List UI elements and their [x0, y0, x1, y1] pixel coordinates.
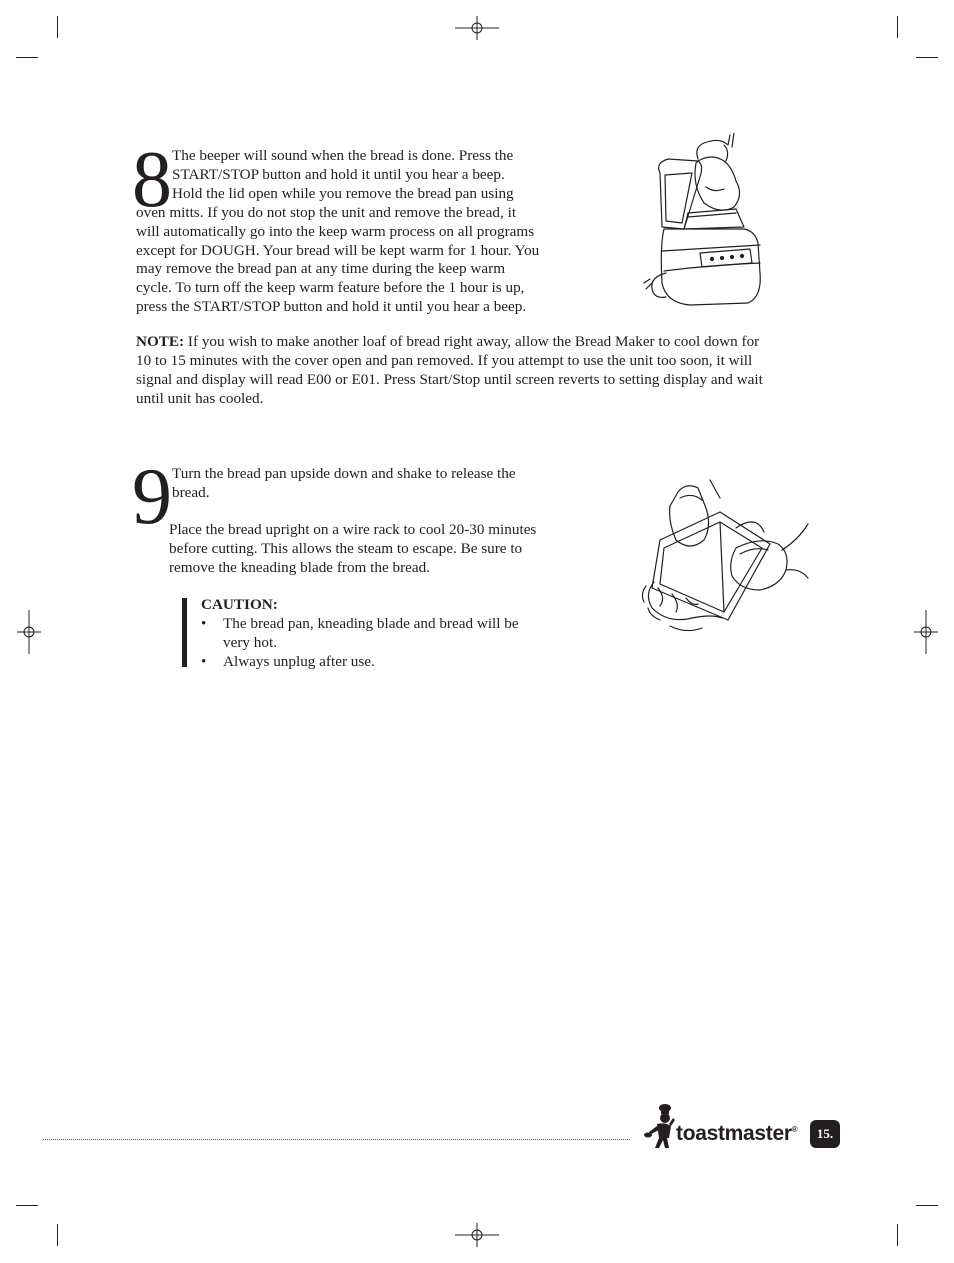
step9-line: Place the bread upright on a wire rack to cool 20-30 minutes [169, 521, 537, 538]
page-number-badge: 15. [810, 1120, 840, 1148]
caution-item [201, 615, 601, 653]
registration-mark-top [455, 16, 499, 40]
caution-item-text: Always unplug after use. [223, 652, 375, 670]
caution-item-line: The bread pan, kneading blade and bread will be [223, 614, 519, 632]
step8-line: The beeper will sound when the bread is done. Press the [172, 147, 514, 164]
caution-item [201, 653, 601, 672]
registration-mark-left [17, 610, 41, 654]
step8-line: will automatically go into the keep warm process on all programs [136, 222, 535, 240]
footer-rule [43, 1139, 630, 1140]
crop-mark [916, 1205, 938, 1206]
step8-line: Hold the lid open while you remove the bread pan using [172, 184, 514, 202]
step8-line: may remove the bread pan at any time during the keep warm [136, 260, 506, 278]
crop-mark [897, 16, 898, 38]
brand-name: toastmaster [676, 1122, 792, 1145]
step8-line: except for DOUGH. Your bread will be kept warm for 1 hour. You [136, 241, 540, 259]
step9-line: remove the kneading blade from the bread. [169, 558, 431, 576]
step8-text [136, 147, 606, 317]
crop-mark [916, 57, 938, 58]
registered-mark: ® [791, 1125, 798, 1134]
inverted-pan-illustration [640, 478, 810, 640]
step9-line: before cutting. This allows the steam to escape. Be sure to [169, 539, 523, 557]
step9-paragraph-2 [169, 521, 599, 578]
note-line: signal and display will read E00 or E01. Press Start/Stop until screen reverts to setting display and wait [136, 370, 763, 388]
step-number-8: 8 [132, 136, 172, 224]
bullet: • [201, 652, 207, 670]
caution-item-text [223, 615, 519, 653]
brand-logo [676, 1122, 797, 1146]
crop-mark [57, 1224, 58, 1246]
registration-mark-bottom [455, 1223, 499, 1247]
step8-line: START/STOP button and hold it until you hear a beep. [172, 165, 505, 183]
step-number-9: 9 [132, 453, 172, 541]
note-line: until unit has cooled. [136, 389, 264, 407]
step8-line: cycle. To turn off the keep warm feature before the 1 hour is up, [136, 279, 525, 297]
note-text: If you wish to make another loaf of bread right away, allow the Bread Maker to cool down for [184, 333, 760, 350]
crop-mark [57, 16, 58, 38]
bread-maker-illustration [640, 133, 765, 313]
crop-mark [16, 57, 38, 58]
caution-title: CAUTION: [201, 596, 278, 613]
crop-mark [16, 1205, 38, 1206]
note-line [136, 333, 836, 352]
caution-bar [182, 598, 187, 667]
note-label: NOTE: [136, 333, 185, 350]
step9-text [172, 465, 592, 503]
chef-logo-icon [643, 1102, 675, 1150]
bullet: • [201, 614, 207, 632]
step8-line: press the START/STOP button and hold it until you hear a beep. [136, 298, 527, 316]
step8-line: oven mitts. If you do not stop the unit and remove the bread, it [136, 203, 517, 221]
step9-line: Turn the bread pan upside down and shake to release the [172, 465, 516, 482]
step9-line: bread. [172, 483, 210, 501]
note-line: 10 to 15 minutes with the cover open and pan removed. If you attempt to use the unit too soon, it will [136, 351, 753, 369]
registration-mark-right [914, 610, 938, 654]
crop-mark [897, 1224, 898, 1246]
note-paragraph [136, 333, 836, 409]
caution-item-line: very hot. [223, 633, 277, 651]
caution-block [201, 596, 601, 672]
